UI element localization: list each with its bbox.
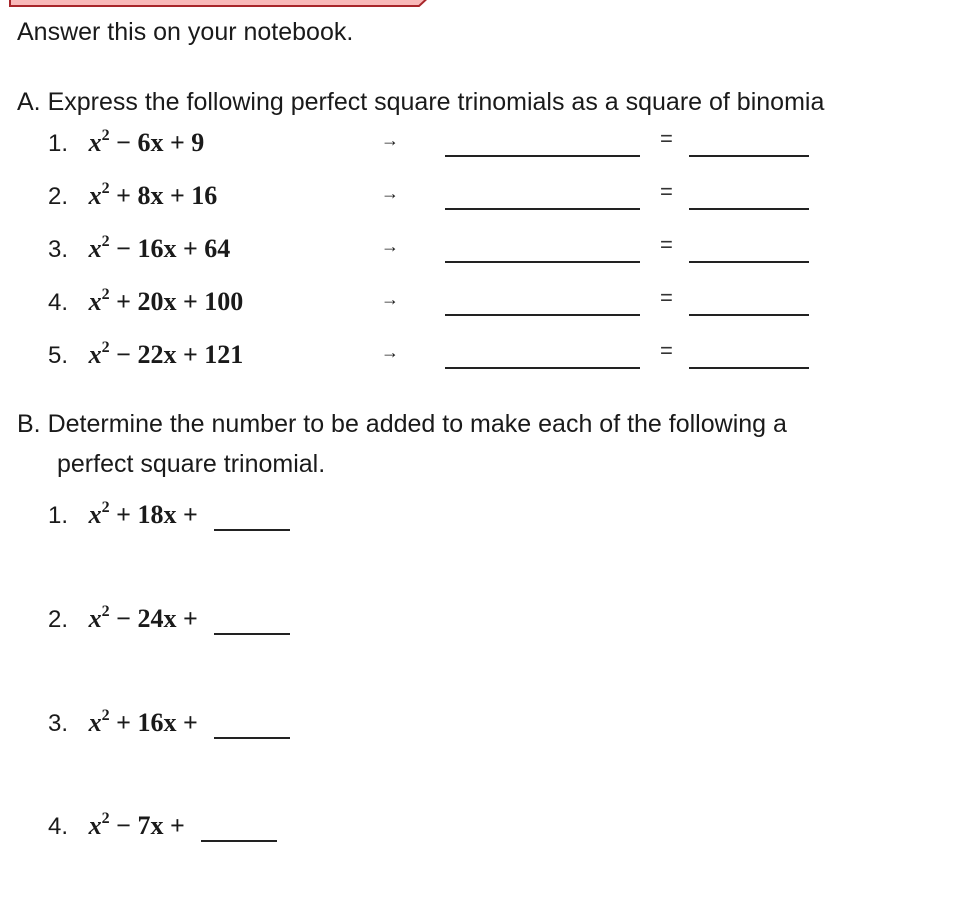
section-b-heading-line1: B. Determine the number to be added to make each of the following a bbox=[17, 410, 787, 438]
answer-blank-binomial[interactable] bbox=[689, 155, 809, 157]
binomial-expression: $x^2 + 16x$ + bbox=[88, 707, 198, 737]
binomial-expression: $x^2 + 18x$ + bbox=[88, 499, 198, 529]
instruction-text: Answer this on your notebook. bbox=[17, 18, 354, 46]
trinomial-expression: $x^2 + 8x + 16$ bbox=[88, 180, 218, 210]
binomial-expression: $x^2 - 24x$ + bbox=[88, 603, 198, 633]
section-b-item-3 bbox=[48, 708, 290, 742]
item-number: 1. bbox=[48, 502, 69, 529]
section-a-item-4 bbox=[48, 285, 673, 321]
answer-blank-binomial[interactable] bbox=[689, 367, 809, 369]
answer-blank[interactable] bbox=[214, 529, 290, 531]
equals-sign: = bbox=[660, 285, 673, 310]
section-b-item-1 bbox=[48, 500, 290, 534]
answer-blank-expanded[interactable] bbox=[445, 155, 640, 157]
arrow-icon: → bbox=[381, 130, 399, 150]
item-number: 4. bbox=[48, 289, 69, 316]
item-number: 3. bbox=[48, 236, 69, 263]
trinomial-expression: $x^2 + 20x + 100$ bbox=[88, 286, 244, 316]
item-number: 3. bbox=[48, 710, 69, 737]
trinomial-expression: $x^2 - 6x + 9$ bbox=[88, 127, 205, 157]
arrow-icon: → bbox=[381, 236, 399, 256]
item-number: 5. bbox=[48, 342, 69, 369]
item-number: 2. bbox=[48, 606, 69, 633]
answer-blank[interactable] bbox=[214, 737, 290, 739]
item-number: 4. bbox=[48, 813, 69, 840]
section-a-item-1 bbox=[48, 126, 673, 162]
arrow-icon: → bbox=[381, 289, 399, 309]
equals-sign: = bbox=[660, 232, 673, 257]
binomial-expression: $x^2 - 7x$ + bbox=[88, 810, 185, 840]
equals-sign: = bbox=[660, 126, 673, 151]
section-b-heading bbox=[17, 404, 787, 484]
section-b-heading-line2: perfect square trinomial. bbox=[57, 450, 326, 478]
answer-blank-expanded[interactable] bbox=[445, 261, 640, 263]
answer-blank-binomial[interactable] bbox=[689, 208, 809, 210]
answer-blank[interactable] bbox=[201, 840, 277, 842]
answer-blank-binomial[interactable] bbox=[689, 261, 809, 263]
answer-blank[interactable] bbox=[214, 633, 290, 635]
section-a-heading: A. Express the following perfect square trinomials as a square of binomia bbox=[17, 88, 825, 116]
equals-sign: = bbox=[660, 179, 673, 204]
item-number: 1. bbox=[48, 130, 69, 157]
trinomial-expression: $x^2 - 22x + 121$ bbox=[88, 339, 244, 369]
header-banner bbox=[9, 0, 433, 8]
arrow-icon: → bbox=[381, 342, 399, 362]
section-a-item-2 bbox=[48, 179, 673, 215]
section-b-item-4 bbox=[48, 811, 277, 845]
section-a-item-3 bbox=[48, 232, 673, 268]
answer-blank-binomial[interactable] bbox=[689, 314, 809, 316]
answer-blank-expanded[interactable] bbox=[445, 367, 640, 369]
answer-blank-expanded[interactable] bbox=[445, 314, 640, 316]
trinomial-expression: $x^2 - 16x + 64$ bbox=[88, 233, 231, 263]
item-number: 2. bbox=[48, 183, 69, 210]
arrow-icon: → bbox=[381, 183, 399, 203]
section-b-item-2 bbox=[48, 604, 290, 638]
section-a-item-5 bbox=[48, 338, 673, 374]
equals-sign: = bbox=[660, 338, 673, 363]
answer-blank-expanded[interactable] bbox=[445, 208, 640, 210]
